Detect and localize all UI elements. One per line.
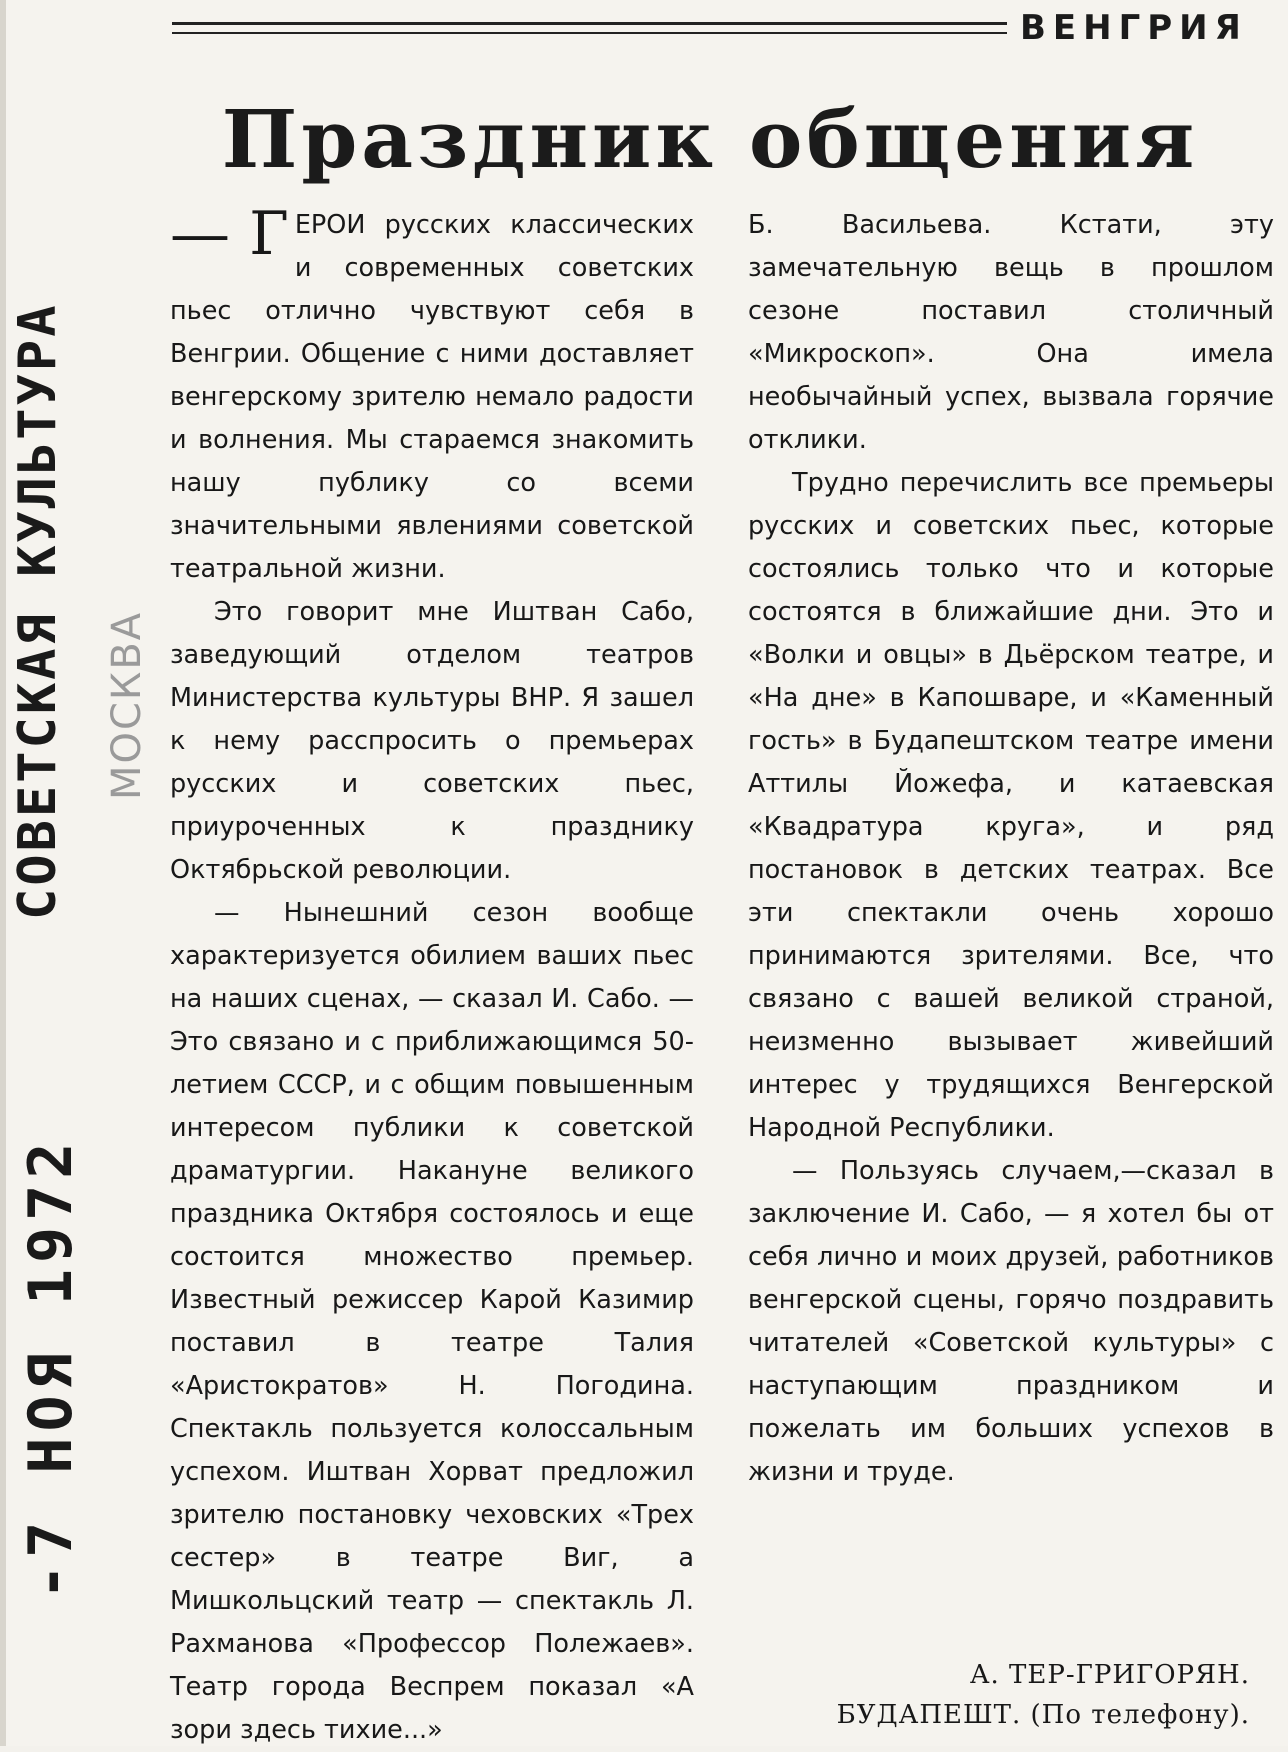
paragraph-6: — Пользуясь случаем,—сказал в заключение И. Сабо, — я хотел бы от себя лично и моих друзей, работников венгерской сцены, горячо поздравить читателей «Советской культуры» с наступающим праздником и пожелать им больших успехов в жизни и труде.: [748, 1156, 1274, 1487]
drop-cap: — Г: [170, 199, 289, 269]
article-headline: Праздник общения: [221, 92, 1199, 186]
stamp-date: -7 НОЯ 1972: [16, 1136, 86, 1600]
author-signature: А. ТЕР-ГРИГОРЯН.: [969, 1660, 1250, 1690]
paragraph-1-text: ЕРОИ русских классических и современных советских пьес отлично чувствуют себя в Венгрии. Общение с ними доставляет венгерскому зрителю немало радости и волнения. Мы стараемся знакомить нашу публику со всеми значительными явлениями советской театральной жизни.: [170, 210, 694, 584]
stamp-newspaper-name: СОВЕТСКАЯ КУЛЬТУРА: [8, 302, 68, 920]
paragraph-5: Трудно перечислить все премьеры русских и советских пьес, которые состоялись только что и которые состоятся в ближайшие дни. Это и «Волки и овцы» в Дьёрском театре, и «На дне» в Капошваре, и «Каменный гость» в Будапештском театре имени Аттилы Йожефа, и катаевская «Квадратура круга», и ряд постановок в детских театрах. Все эти спектакли очень хорошо принимаются зрителями. Все, что связано с вашей великой страной, неизменно вызывает живейший интерес у трудящихся Венгерской Народной Республики.: [748, 468, 1274, 1143]
stamp-city: МОСКВА: [104, 610, 150, 800]
paragraph-2: Это говорит мне Иштван Сабо, заведующий отделом театров Министерства культуры ВНР. Я зашел к нему расспросить о премьерах русских и советских пьес, приуроченных к празднику Октябрьской революции.: [170, 597, 694, 885]
header-rule: [172, 22, 1007, 34]
article-column-right: [748, 204, 1274, 1494]
paragraph-4: Б. Васильева. Кстати, эту замечательную вещь в прошлом сезоне поставил столичный «Микроскоп». Она имела необычайный успех, вызвала горячие отклики.: [748, 210, 1274, 455]
clipping-edge: [0, 0, 6, 1746]
paragraph-1: [170, 199, 694, 591]
section-rubric: ВЕНГРИЯ: [1020, 8, 1248, 48]
paragraph-3: — Нынешний сезон вообще характеризуется обилием ваших пьес на наших сценах, — сказал И. Сабо. — Это связано и с приближающимся 50-летием СССР, и с общим повышенным интересом публики к советской драматургии. Накануне великого праздника Октября состоялось и еще состоится множество премьер. Известный режиссер Карой Казимир поставил в театре Талия «Аристократов» Н. Погодина. Спектакль пользуется колоссальным успехом. Иштван Хорват предложил зрителю постановку чеховских «Трех сестер» в театре Виг, а Мишкольцский театр — спектакль Л. Рахманова «Профессор Полежаев». Театр города Веспрем показал «А зори здесь тихие...»: [170, 898, 694, 1745]
archive-stamp: [8, 230, 150, 1610]
dateline: БУДАПЕШТ. (По телефону).: [836, 1700, 1250, 1730]
article-column-left: [170, 199, 694, 1752]
